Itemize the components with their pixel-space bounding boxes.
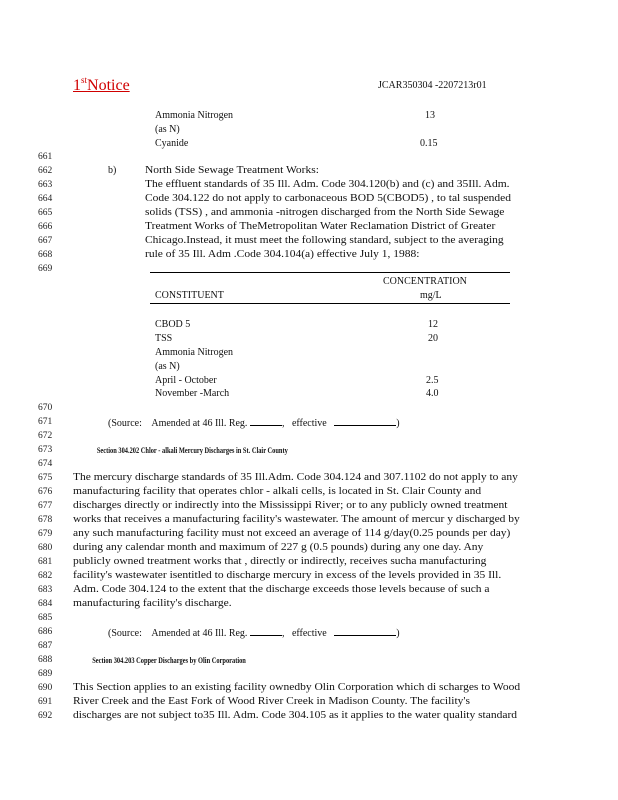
line-number: 672	[38, 431, 53, 441]
table-row-name: (as N)	[155, 361, 180, 372]
section-b-line: solids (TSS) , and ammonia -nitrogen discharged from the North Side Sewage	[145, 207, 505, 218]
section-b-label: b)	[108, 165, 117, 176]
section-heading: Section 304.203 Copper Discharges by Olin Corporation	[92, 656, 246, 665]
line-number: 688	[38, 655, 53, 665]
section-202-line: facility's wastewater isentitled to discharge mercury in excess of the levels provided in 35 Ill.	[73, 570, 502, 581]
table-header-rule	[150, 303, 510, 304]
section-b-line: The effluent standards of 35 Ill. Adm. Code 304.120(b) and (c) and 35Ill. Adm.	[145, 179, 510, 190]
top-row-name: Cyanide	[155, 138, 189, 149]
section-203-line: River Creek and the East Fork of Wood River Creek in Madison County. The facility's	[73, 696, 470, 707]
document-code: JCAR350304 -2207213r01	[378, 80, 487, 91]
source-note: (Source: Amended at 46 Ill. Reg. , effective )	[108, 418, 400, 429]
section-b-line: Treatment Works of TheMetropolitan Water Reclamation District of Greater	[145, 221, 496, 232]
top-row-name: (as N)	[155, 124, 180, 135]
section-b-line: Chicago.Instead, it must meet the following standard, subject to the averaging	[145, 235, 504, 246]
table-header-constituent: CONSTITUENT	[155, 290, 224, 301]
line-number: 680	[38, 543, 53, 553]
line-number: 692	[38, 711, 53, 721]
line-number: 663	[38, 180, 53, 190]
notice-word: Notice	[87, 77, 130, 94]
line-number: 670	[38, 403, 53, 413]
line-number: 662	[38, 166, 53, 176]
line-number: 671	[38, 417, 53, 427]
table-row-name: Ammonia Nitrogen	[155, 347, 234, 358]
top-row-name: Ammonia Nitrogen	[155, 110, 234, 121]
section-heading: Section 304.202 Chlor - alkali Mercury Discharges in St. Clair County	[96, 446, 288, 455]
line-number: 689	[38, 669, 53, 679]
source-effective: effective	[291, 628, 327, 639]
top-row-value: 13	[425, 110, 435, 121]
section-202-line: The mercury discharge standards of 35 Ill.Adm. Code 304.124 and 307.1102 do not apply to any	[73, 472, 518, 483]
line-number: 661	[38, 152, 53, 162]
line-number: 673	[38, 445, 53, 455]
line-number: 667	[38, 236, 53, 246]
section-202-line: discharges directly or indirectly into the Mississippi River; or to any publicly owned treatment	[73, 500, 508, 511]
table-row-value: 4.0	[426, 388, 439, 399]
line-number: 690	[38, 683, 53, 693]
notice-number: 1	[73, 77, 81, 94]
line-number: 682	[38, 571, 53, 581]
date-blank	[334, 626, 396, 636]
line-number: 677	[38, 501, 53, 511]
section-202-line: Adm. Code 304.124 to the extent that the discharge exceeds those levels because of such a	[73, 584, 490, 595]
line-number: 669	[38, 264, 53, 274]
table-header-unit: mg/L	[420, 290, 442, 301]
section-203-line: discharges are not subject to35 Ill. Adm. Code 304.105 as it applies to the water quality standard	[73, 710, 518, 721]
line-number: 664	[38, 194, 53, 204]
line-number: 668	[38, 250, 53, 260]
table-row-name: April - October	[155, 375, 217, 386]
source-note: (Source: Amended at 46 Ill. Reg. , effective )	[108, 628, 400, 639]
source-label: (Source:	[108, 628, 142, 639]
line-number: 684	[38, 599, 53, 609]
source-text: Amended at 46 Ill. Reg.	[151, 418, 248, 429]
table-top-rule	[150, 272, 510, 273]
date-blank	[334, 416, 396, 426]
line-number: 685	[38, 613, 53, 623]
line-number: 675	[38, 473, 53, 483]
line-number: 674	[38, 459, 53, 469]
line-number: 665	[38, 208, 53, 218]
table-row-value: 2.5	[426, 375, 439, 386]
top-row-value: 0.15	[420, 138, 438, 149]
line-number: 681	[38, 557, 53, 567]
section-b-line: North Side Sewage Treatment Works:	[145, 165, 319, 176]
line-number: 691	[38, 697, 53, 707]
line-number: 686	[38, 627, 53, 637]
line-number: 676	[38, 487, 53, 497]
section-202-line: manufacturing facility's discharge.	[73, 598, 232, 609]
section-b-line: rule of 35 Ill. Adm .Code 304.104(a) effective July 1, 1988:	[145, 249, 420, 260]
line-number: 666	[38, 222, 53, 232]
source-effective: effective	[291, 418, 327, 429]
section-202-line: any such manufacturing facility must not exceed an average of 114 g/day(0.25 pounds per day)	[73, 528, 511, 539]
line-number: 678	[38, 515, 53, 525]
table-header-concentration: CONCENTRATION	[383, 276, 467, 287]
reg-blank	[250, 626, 282, 636]
reg-blank	[250, 416, 282, 426]
line-number: 687	[38, 641, 53, 651]
notice-title	[73, 75, 130, 95]
section-202-line: during any calendar month and maximum of 227 g (0.5 pounds) during any one day. Any	[73, 542, 484, 553]
line-number: 683	[38, 585, 53, 595]
section-203-line: This Section applies to an existing facility ownedby Olin Corporation which di scharges to Wood	[73, 682, 521, 693]
table-row-name: CBOD 5	[155, 319, 191, 330]
table-row-value: 20	[428, 333, 438, 344]
section-202-line: manufacturing facility that operates chlor - alkali cells, is located in St. Clair County and	[73, 486, 482, 497]
table-row-name: TSS	[155, 333, 173, 344]
source-text: Amended at 46 Ill. Reg.	[151, 628, 248, 639]
line-number: 679	[38, 529, 53, 539]
source-label: (Source:	[108, 418, 142, 429]
section-202-line: publicly owned treatment works that , directly or indirectly, receives sucha manufacturing	[73, 556, 487, 567]
table-row-value: 12	[428, 319, 438, 330]
section-202-line: works that receives a manufacturing facility's wastewater. The amount of mercur y discharged by	[73, 514, 520, 525]
table-row-name: November -March	[155, 388, 230, 399]
section-b-line: Code 304.122 do not apply to carbonaceous BOD 5(CBOD5) , to tal suspended	[145, 193, 512, 204]
notice-superscript: st	[81, 75, 88, 85]
